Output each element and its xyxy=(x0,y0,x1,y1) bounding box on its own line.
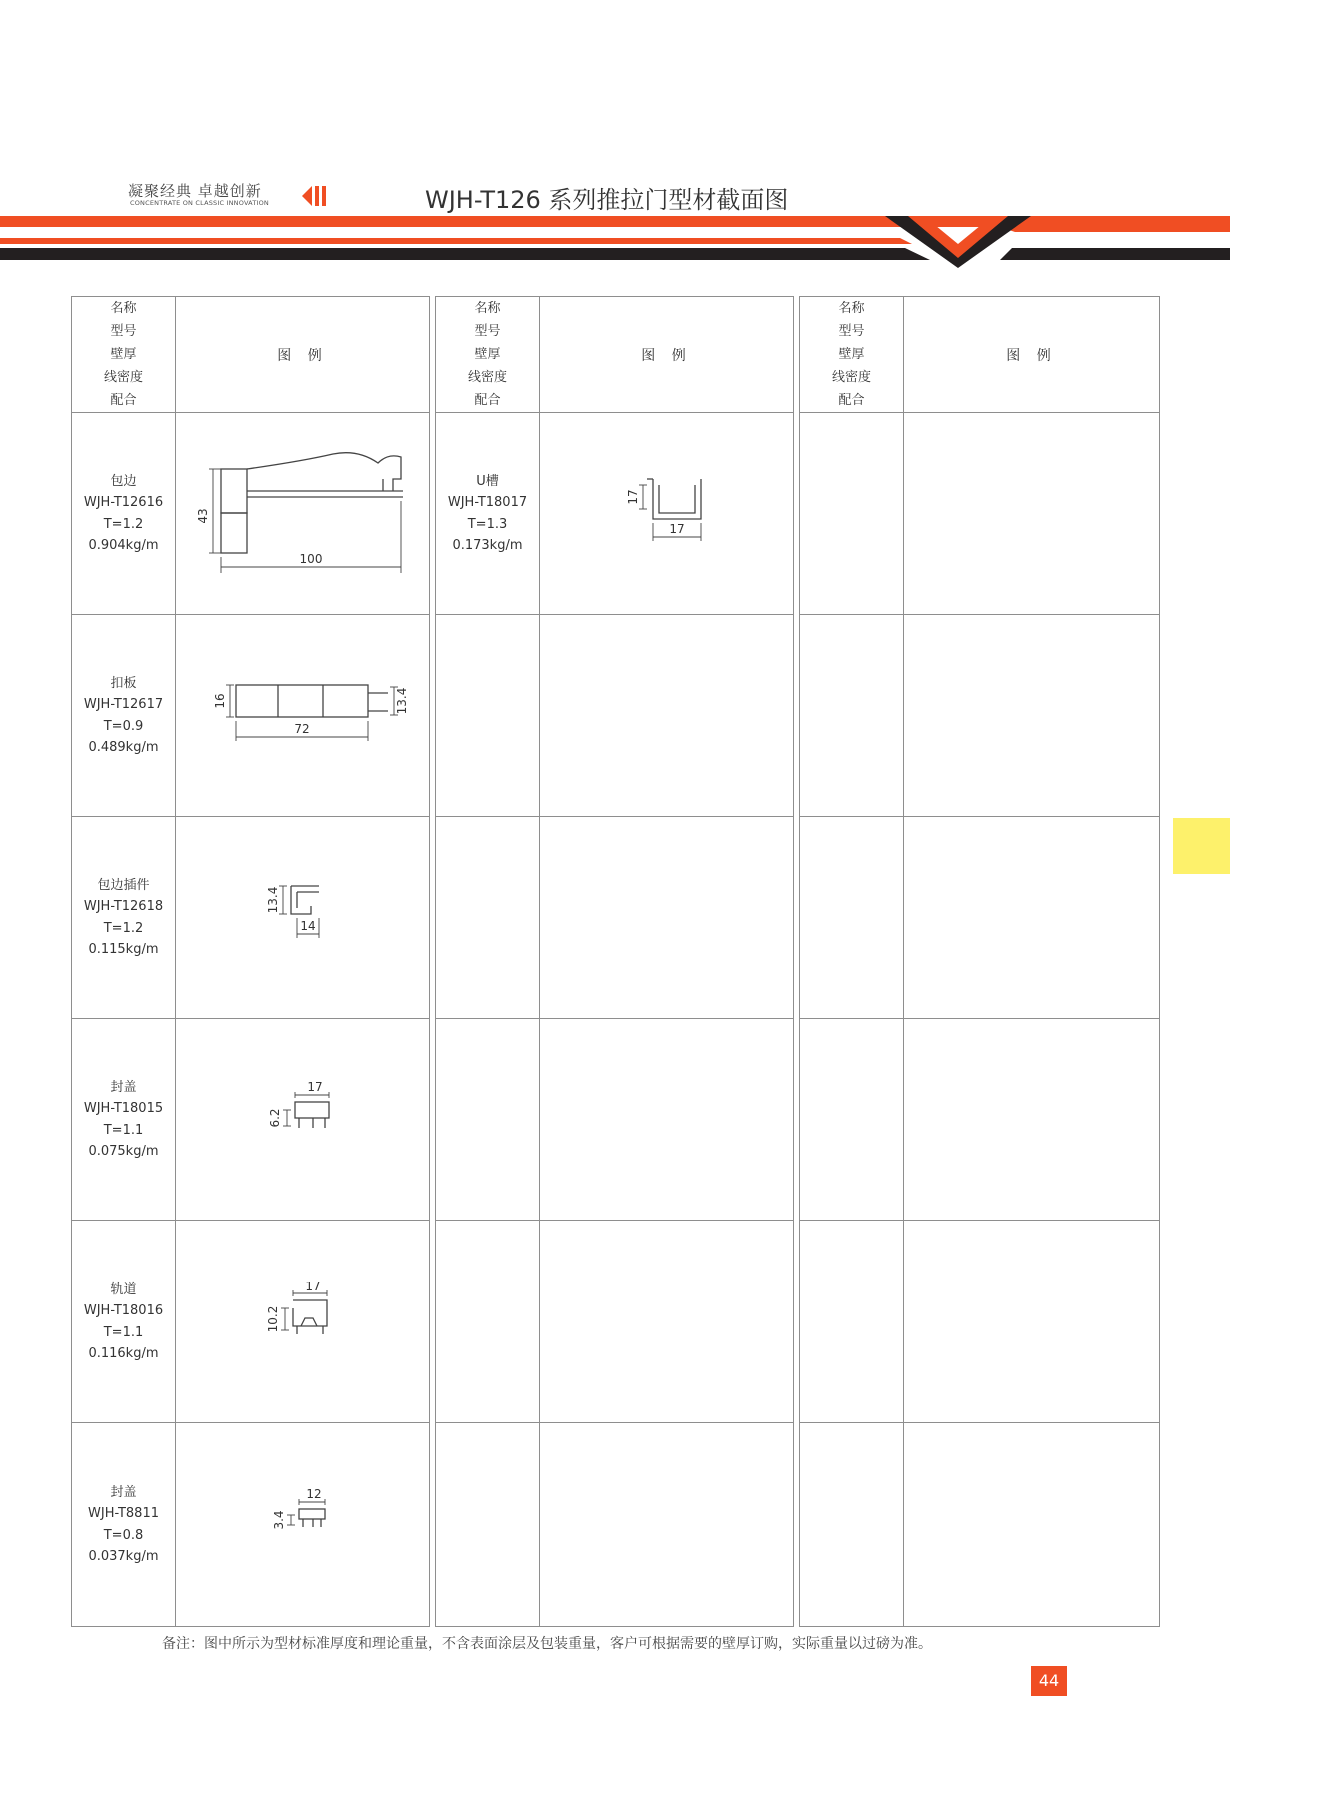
profile-model: WJH-T12618 xyxy=(83,899,164,914)
empty-info-cell xyxy=(436,1019,540,1221)
empty-info-cell xyxy=(800,1423,904,1627)
empty-info-cell xyxy=(800,1019,904,1221)
profile-model: WJH-T12617 xyxy=(83,697,164,712)
dimension-label: 43 xyxy=(195,507,210,524)
dimension-label: 13.4 xyxy=(265,886,280,913)
profile-name: 扣板 xyxy=(110,675,137,691)
empty-figure-cell xyxy=(904,817,1160,1019)
empty-info-cell xyxy=(436,817,540,1019)
profile-figure-cell xyxy=(176,1019,430,1221)
header-figure-label: 图 例 xyxy=(277,347,328,364)
dimension-label: 17 xyxy=(668,521,685,536)
empty-info-cell xyxy=(800,1221,904,1423)
header-figure-cell xyxy=(904,297,1160,413)
profile-density: 0.489kg/m xyxy=(88,740,159,755)
dimension-label: 13.4 xyxy=(394,687,409,714)
header-figure-label: 图 例 xyxy=(641,347,692,364)
profile-name: 封盖 xyxy=(110,1484,137,1500)
profile-drawing xyxy=(607,469,727,559)
profile-figure-cell xyxy=(176,1221,430,1423)
dimension-label: 3.4 xyxy=(271,1509,286,1530)
profile-figure-cell xyxy=(176,413,430,615)
empty-figure-cell xyxy=(904,413,1160,615)
dimension-label: 72 xyxy=(293,721,310,736)
header-figure-cell xyxy=(540,297,794,413)
empty-figure-cell xyxy=(540,817,794,1019)
side-section-tab xyxy=(1173,818,1230,874)
empty-figure-cell xyxy=(540,1019,794,1221)
profile-drawing xyxy=(188,671,418,761)
profile-thickness: T=0.8 xyxy=(103,1527,144,1543)
profile-name: 包边插件 xyxy=(97,877,150,893)
profile-info-cell xyxy=(72,1423,176,1627)
profile-name: U槽 xyxy=(476,473,499,489)
header-figure-label: 图 例 xyxy=(1006,347,1057,364)
profile-density: 0.116kg/m xyxy=(88,1346,159,1361)
table-row xyxy=(72,1423,1160,1627)
profile-figure-cell xyxy=(176,615,430,817)
profile-info-cell xyxy=(72,413,176,615)
profile-drawing xyxy=(243,878,363,958)
profile-thickness: T=1.1 xyxy=(103,1122,144,1138)
header-label-model: 型号 xyxy=(474,324,501,339)
profile-thickness: T=1.2 xyxy=(103,920,144,936)
header-label-model: 型号 xyxy=(110,324,137,339)
empty-figure-cell xyxy=(540,1423,794,1627)
empty-figure-cell xyxy=(904,1019,1160,1221)
header-label-cell xyxy=(436,297,540,413)
dimension-label: 17 xyxy=(625,488,640,505)
header-label-thickness: 壁厚 xyxy=(110,347,137,362)
table-row xyxy=(72,1221,1160,1423)
header-label-model: 型号 xyxy=(838,324,865,339)
empty-figure-cell xyxy=(540,615,794,817)
header-label-thickness: 壁厚 xyxy=(838,347,865,362)
profile-density: 0.075kg/m xyxy=(88,1144,159,1159)
profile-thickness: T=0.9 xyxy=(103,718,144,734)
page-number: 44 xyxy=(1031,1666,1067,1696)
dimension-label: 100 xyxy=(299,551,322,566)
profile-info-cell xyxy=(72,817,176,1019)
dimension-label: 6.2 xyxy=(267,1107,282,1128)
empty-info-cell xyxy=(800,817,904,1019)
empty-figure-cell xyxy=(904,1423,1160,1627)
table-row xyxy=(72,817,1160,1019)
empty-info-cell xyxy=(800,615,904,817)
empty-info-cell xyxy=(800,413,904,615)
dimension-label: 16 xyxy=(212,692,227,709)
table-row xyxy=(72,1019,1160,1221)
empty-figure-cell xyxy=(904,615,1160,817)
table-row xyxy=(72,615,1160,817)
profile-name: 包边 xyxy=(110,473,137,489)
profile-model: WJH-T18015 xyxy=(83,1101,164,1116)
brand-slogan-english: CONCENTRATE ON CLASSIC INNOVATION xyxy=(130,199,269,207)
table-row xyxy=(72,413,1160,615)
header-label-thickness: 壁厚 xyxy=(474,347,501,362)
chevron-mark-icon xyxy=(302,184,330,208)
header-label-name: 名称 xyxy=(110,301,137,316)
profile-thickness: T=1.2 xyxy=(103,516,144,532)
header-label-name: 名称 xyxy=(838,301,865,316)
header-figure-cell xyxy=(176,297,430,413)
profile-name: 轨道 xyxy=(110,1281,137,1297)
profile-table xyxy=(71,296,1160,1627)
profile-info-cell xyxy=(72,615,176,817)
profile-drawing xyxy=(243,1080,363,1160)
profile-density: 0.115kg/m xyxy=(88,942,159,957)
profile-drawing xyxy=(243,1282,363,1362)
profile-model: WJH-T8811 xyxy=(88,1506,159,1521)
profile-info-cell xyxy=(72,1221,176,1423)
page-title: WJH-T126 系列推拉门型材截面图 xyxy=(425,186,789,214)
profile-model: WJH-T18017 xyxy=(447,495,528,510)
header-label-fit: 配合 xyxy=(474,393,501,408)
empty-figure-cell xyxy=(540,1221,794,1423)
header-label-cell xyxy=(72,297,176,413)
profile-drawing xyxy=(243,1485,363,1565)
header-label-density: 线密度 xyxy=(103,370,143,385)
profile-drawing xyxy=(183,449,423,579)
header-stripe-bands xyxy=(0,210,1317,270)
profile-info-cell xyxy=(436,413,540,615)
profile-figure-cell xyxy=(540,413,794,615)
header-label-fit: 配合 xyxy=(838,393,865,408)
profile-density: 0.173kg/m xyxy=(452,538,523,553)
dimension-label: 14 xyxy=(299,918,316,933)
header-label-fit: 配合 xyxy=(110,393,137,408)
table-header-row xyxy=(72,297,1160,413)
profile-model: WJH-T12616 xyxy=(83,495,164,510)
profile-model: WJH-T18016 xyxy=(83,1303,164,1318)
profile-thickness: T=1.1 xyxy=(103,1324,144,1340)
profile-thickness: T=1.3 xyxy=(467,516,508,532)
profile-name: 封盖 xyxy=(110,1079,137,1095)
profile-figure-cell xyxy=(176,1423,430,1627)
header-label-name: 名称 xyxy=(474,301,501,316)
header-label-cell xyxy=(800,297,904,413)
profile-density: 0.904kg/m xyxy=(88,538,159,553)
dimension-label: 17 xyxy=(304,1281,321,1293)
header-label-density: 线密度 xyxy=(467,370,507,385)
profile-figure-cell xyxy=(176,817,430,1019)
empty-figure-cell xyxy=(904,1221,1160,1423)
empty-info-cell xyxy=(436,1221,540,1423)
dimension-label: 17 xyxy=(306,1079,323,1094)
header-label-density: 线密度 xyxy=(831,370,871,385)
dimension-label: 12 xyxy=(305,1486,322,1501)
profile-info-cell xyxy=(72,1019,176,1221)
empty-info-cell xyxy=(436,1423,540,1627)
brand-slogan: 凝聚经典 卓越创新 xyxy=(128,182,262,200)
footnote: 备注：图中所示为型材标准厚度和理论重量，不含表面涂层及包装重量，客户可根据需要的壁厚订购，实际重量以过磅为准。 xyxy=(162,1636,932,1652)
empty-info-cell xyxy=(436,615,540,817)
profile-density: 0.037kg/m xyxy=(88,1549,159,1564)
dimension-label: 10.2 xyxy=(265,1305,280,1332)
